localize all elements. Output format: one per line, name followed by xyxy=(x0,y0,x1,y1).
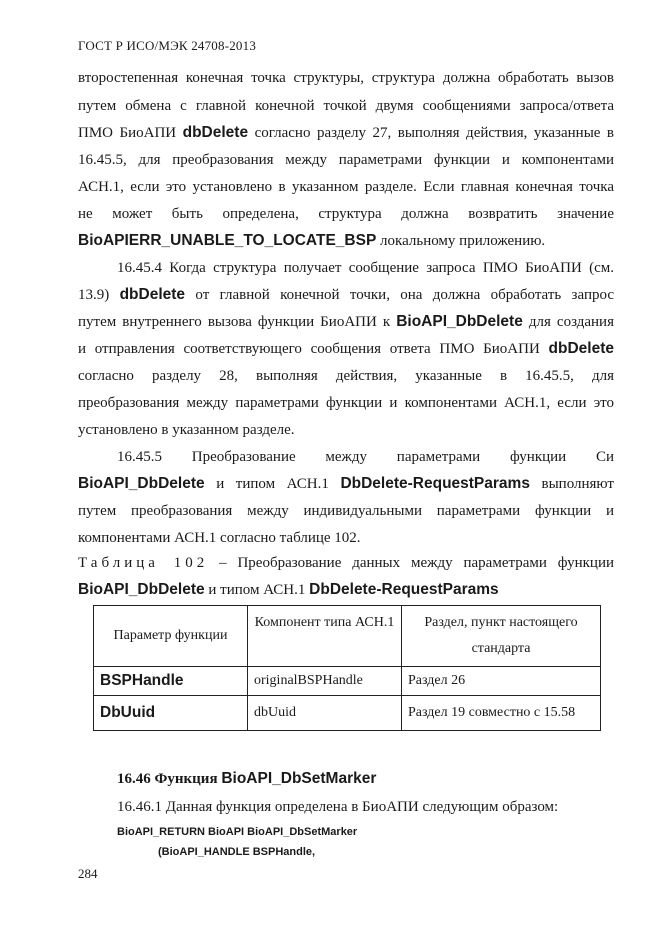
p3-line2: BioAPI_DbDelete и типом АСН.1 DbDelete-RequestParams выполняют xyxy=(78,475,614,492)
p3-line3: путем преобразования между индивидуальными параметрами функции и xyxy=(78,503,614,519)
p3-line4: компонентами АСН.1 согласно таблице 102. xyxy=(78,530,361,546)
table-caption-line2: BioAPI_DbDelete и типом АСН.1 DbDelete-RequestParams xyxy=(78,581,499,598)
p2-line7: установлено в указанном разделе. xyxy=(78,422,295,438)
conversion-table xyxy=(93,605,601,731)
error-code: BioAPIERR_UNABLE_TO_LOCATE_BSP xyxy=(78,232,377,249)
p1-line1: второстепенная конечная точка структуры, структура должна обработать вызов xyxy=(78,70,614,86)
header-cell: Параметр функции xyxy=(94,606,248,667)
code-line2: (BioAPI_HANDLE BSPHandle, xyxy=(158,846,316,858)
p1-line7: BioAPIERR_UNABLE_TO_LOCATE_BSP локальному приложению. xyxy=(78,232,546,249)
table-cell: originalBSPHandle xyxy=(248,667,402,696)
code-line1: BioAPI_RETURN BioAPI BioAPI_DbSetMarker xyxy=(117,826,358,838)
p2-line1: 16.45.4 Когда структура получает сообщение запроса ПМО БиоАПИ (см. xyxy=(117,260,614,276)
function-name: dbDelete xyxy=(182,124,249,141)
section-heading: 16.46 Функция BioAPI_DbSetMarker xyxy=(117,770,377,787)
p1-line3: ПМО БиоАПИ dbDelete согласно разделу 27, выполняя действия, указанные в xyxy=(78,124,614,141)
p2-line5: согласно разделу 28, выполняя действия, указанные в 16.45.5, для xyxy=(78,368,614,384)
table-cell: DbUuid xyxy=(94,696,248,731)
p1-line4: 16.45.5, для преобразования между параметрами функции и компонентами xyxy=(78,152,614,168)
table-row xyxy=(94,696,601,731)
table-cell: BSPHandle xyxy=(94,667,248,696)
table-cell: Раздел 26 xyxy=(402,667,601,696)
table-number: Таблица 102 xyxy=(78,555,209,571)
p2-line3: путем внутреннего вызова функции БиоАПИ к BioAPI_DbDelete для создания xyxy=(78,313,614,330)
table-header-row xyxy=(94,606,601,667)
header-cell: Раздел, пункт настоящего стандарта xyxy=(402,606,601,667)
table-cell: Раздел 19 совместно с 15.58 xyxy=(402,696,601,731)
p3-line1: 16.45.5 Преобразование между параметрами функции Си xyxy=(117,449,614,465)
p2-line4: и отправления соответствующего сообщения ответа ПМО БиоАПИ dbDelete xyxy=(78,340,614,357)
table-cell: dbUuid xyxy=(248,696,402,731)
p2-line6: преобразования между параметрами функции и компонентами АСН.1, если это xyxy=(78,395,614,411)
section-text: 16.46.1 Данная функция определена в БиоАПИ следующим образом: xyxy=(117,799,559,815)
p1-line2: путем обмена с главной конечной точкой двумя сообщениями запроса/ответа xyxy=(78,98,614,114)
table-row xyxy=(94,667,601,696)
p1-line6: не может быть определена, структура должна возвратить значение xyxy=(78,206,614,222)
p2-line2: 13.9) dbDelete от главной конечной точки, она должна обработать запрос xyxy=(78,286,614,303)
p1-line5: АСН.1, если это установлено в указанном разделе. Если главная конечная точка xyxy=(78,179,614,195)
header-cell: Компонент типа АСН.1 xyxy=(248,606,402,667)
running-header: ГОСТ Р ИСО/МЭК 24708-2013 xyxy=(78,38,257,53)
page-number: 284 xyxy=(78,866,98,881)
table-caption-line1: Таблица 102 – Преобразование данных между параметрами функции xyxy=(78,555,614,571)
